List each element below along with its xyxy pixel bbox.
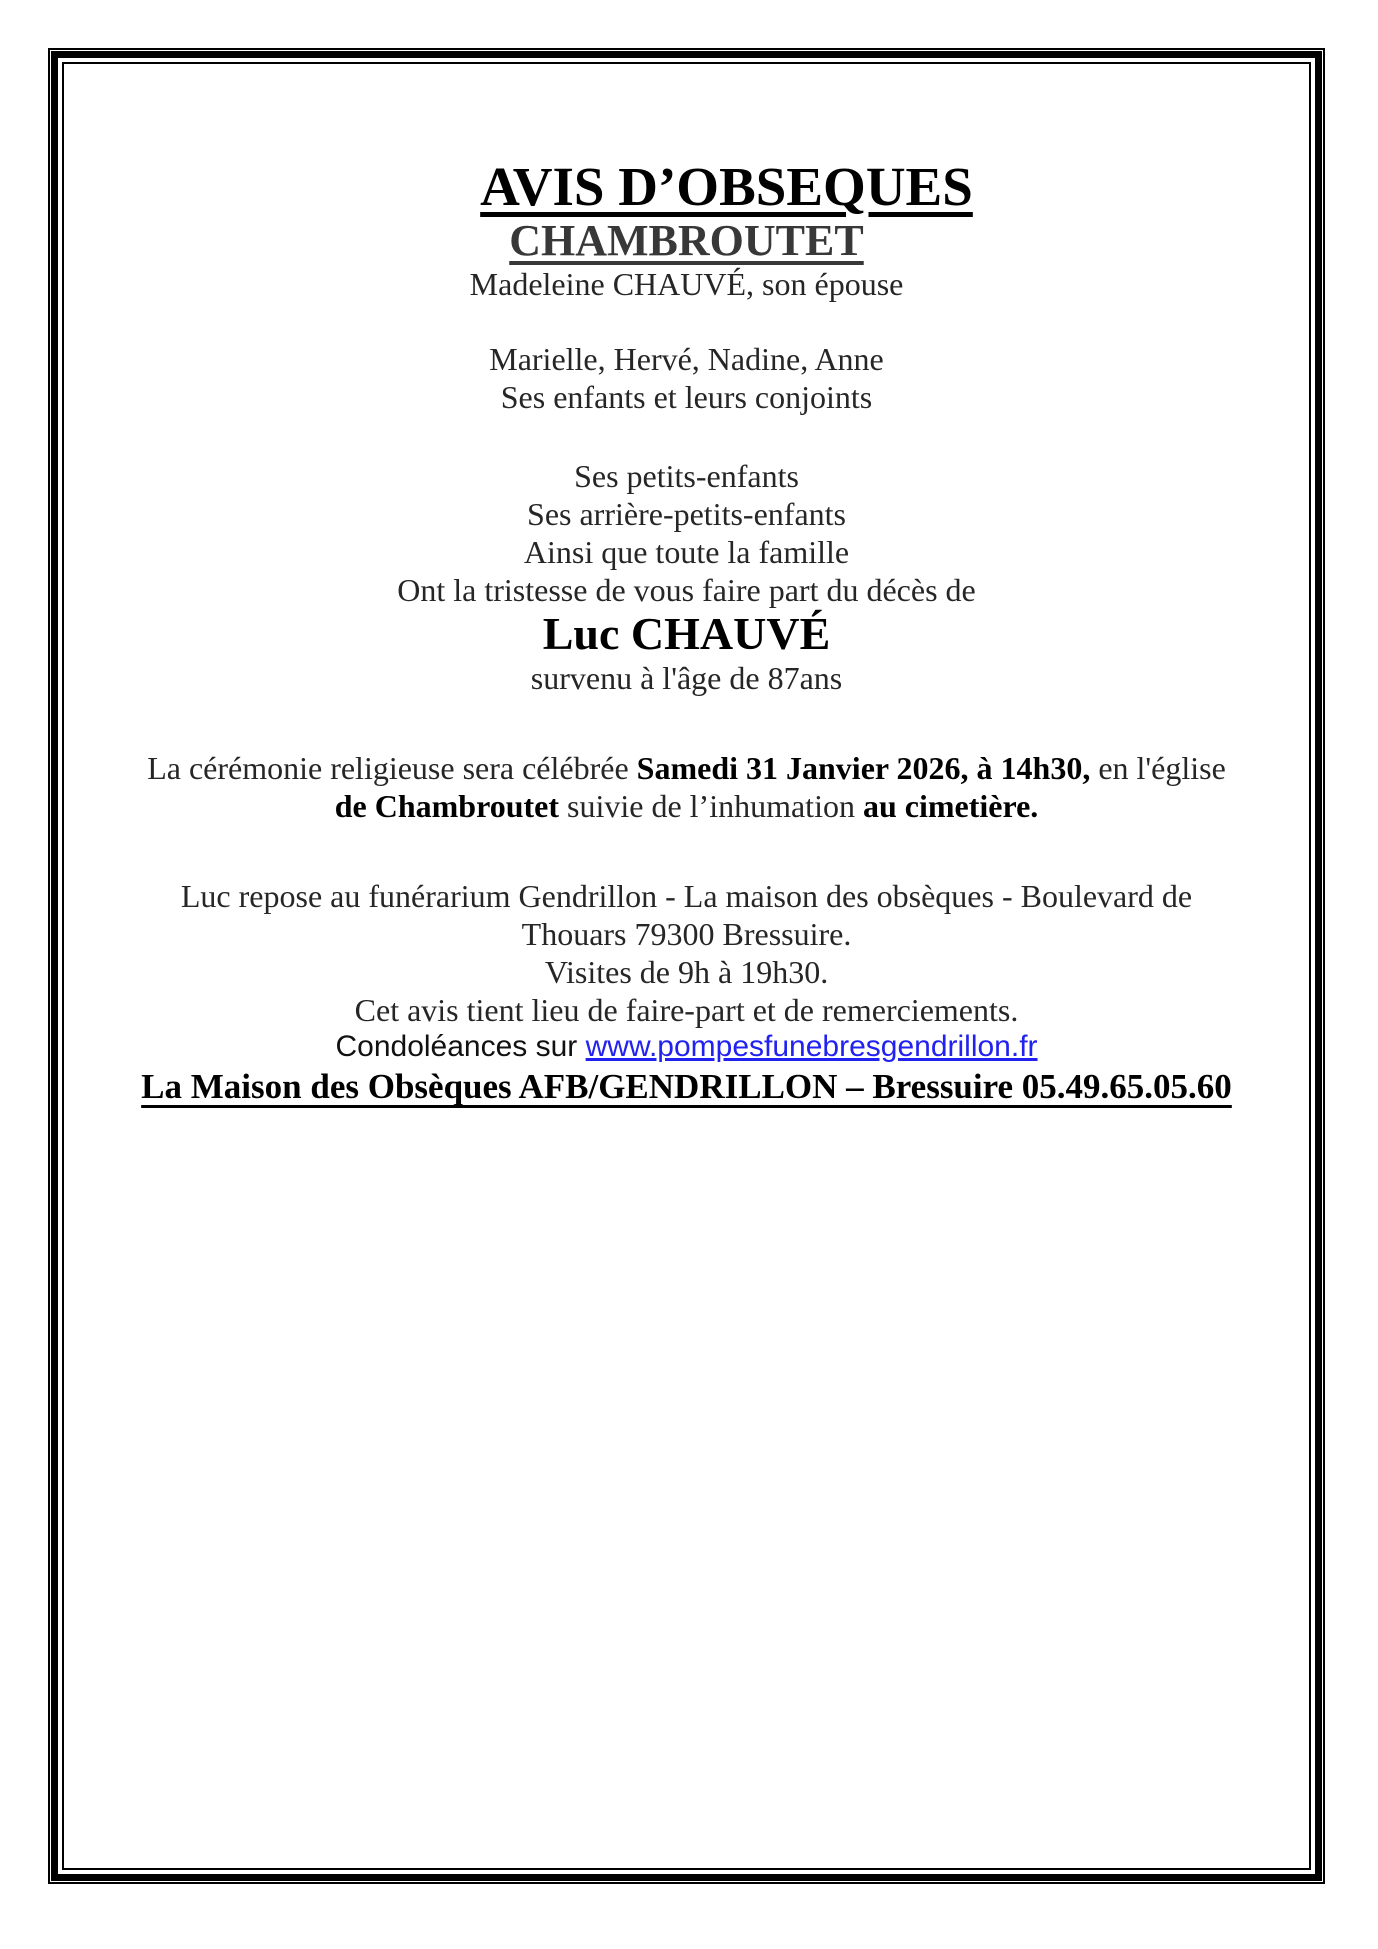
all-family-line: Ainsi que toute la famille (523, 534, 850, 570)
children-names-line: Marielle, Hervé, Nadine, Anne (489, 341, 884, 377)
ceremony-line-2 (64, 787, 1309, 825)
ceremony-text: suivie de l’inhumation (559, 788, 863, 824)
repose-line-3: Visites de 9h à 19h30. (544, 954, 829, 990)
ceremony-cemetery: au cimetière. (862, 788, 1039, 824)
ceremony-datetime: Samedi 31 Janvier 2026, à 14h30, (636, 750, 1091, 786)
notice-content (64, 64, 1309, 1109)
repose-line-2: Thouars 79300 Bressuire. (521, 916, 852, 952)
page-title: AVIS D’OBSEQUES (480, 156, 973, 217)
condolences-prefix: Condoléances sur (335, 1030, 586, 1063)
spouse-line: Madeleine CHAUVÉ, son épouse (469, 266, 904, 302)
grandchildren-block (64, 457, 1309, 533)
announcement-line: Ont la tristesse de vous faire part du décès de (397, 572, 976, 608)
decorative-frame (48, 48, 1325, 1884)
deceased-name: Luc CHAUVÉ (542, 608, 831, 659)
ceremony-text: La cérémonie religieuse sera célébrée (147, 750, 637, 786)
repose-line-1: Luc repose au funérarium Gendrillon - La maison des obsèques - Boulevard de (180, 878, 1193, 914)
children-label-line: Ses enfants et leurs conjoints (500, 379, 873, 415)
ceremony-place: de Chambroutet (334, 788, 559, 824)
condolences-line (64, 1029, 1309, 1065)
repose-paragraph (64, 877, 1309, 991)
ceremony-line-1 (64, 749, 1309, 787)
website-link[interactable]: www.pompesfunebresgendrillon.fr (585, 1030, 1038, 1063)
great-grandchildren-line: Ses arrière-petits-enfants (527, 496, 846, 532)
grandchildren-line: Ses petits-enfants (574, 458, 799, 494)
commune-header: CHAMBROUTET (509, 216, 864, 265)
age-line: survenu à l'âge de 87ans (530, 660, 843, 696)
funeral-home-line: La Maison des Obsèques AFB/GENDRILLON – Bressuire 05.49.65.05.60 (141, 1067, 1232, 1106)
ceremony-paragraph (64, 749, 1309, 825)
ceremony-text: en l'église (1090, 750, 1226, 786)
children-block (64, 340, 1309, 416)
closing-line: Cet avis tient lieu de faire-part et de remerciements. (354, 992, 1019, 1028)
